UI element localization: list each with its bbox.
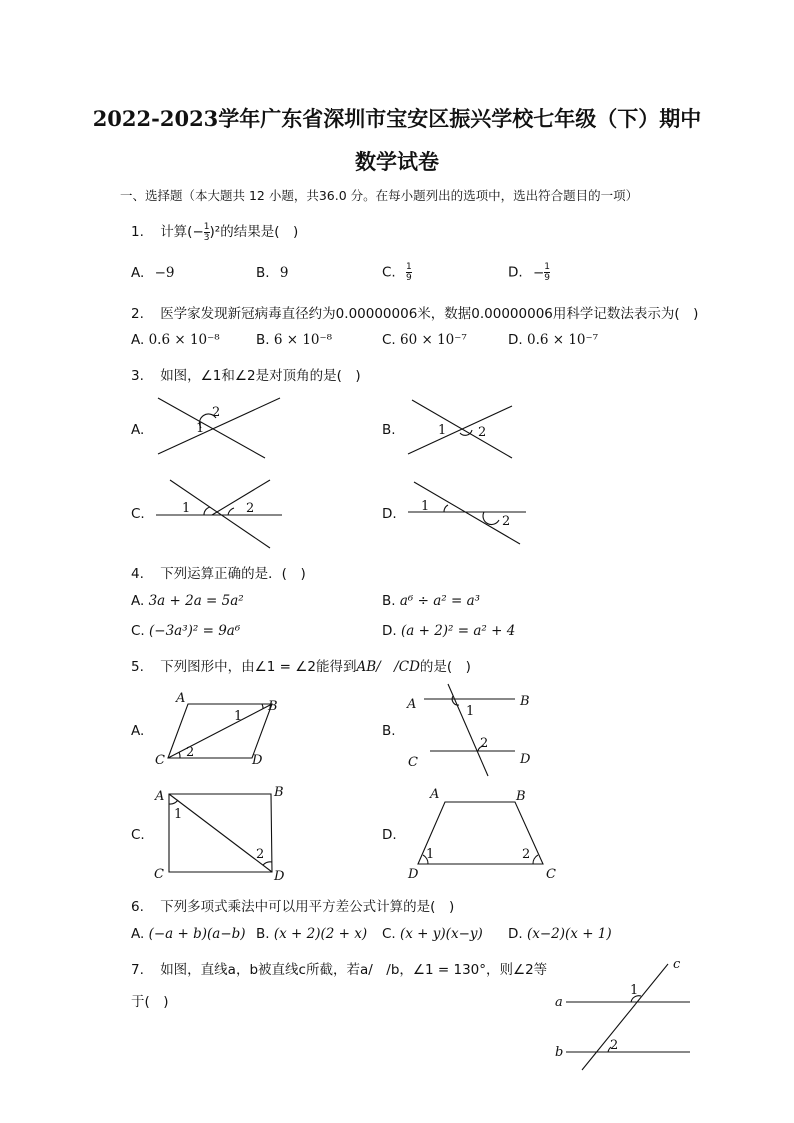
question-6 xyxy=(131,895,454,915)
svg-text:2: 2 xyxy=(480,736,489,751)
svg-text:2: 2 xyxy=(256,847,265,862)
svg-text:A: A xyxy=(407,697,417,712)
exam-title-line2: 数学试卷 xyxy=(355,149,439,174)
q5-figure-c xyxy=(150,784,290,882)
question-number: 3. xyxy=(131,368,144,384)
q3-figure-d xyxy=(404,478,529,548)
svg-text:D: D xyxy=(252,753,263,768)
angle-1-label: 1 xyxy=(182,501,191,516)
svg-text:B: B xyxy=(520,694,530,709)
svg-text:A: A xyxy=(430,787,440,802)
q5-figure-b xyxy=(402,680,540,778)
angle-1-label: 1 xyxy=(196,421,205,436)
q3-option-d-label[interactable]: D. xyxy=(382,506,397,522)
q5-figure-a xyxy=(150,690,290,770)
question-text-post: )²的结果是( ) xyxy=(209,224,299,240)
q5-option-a-label[interactable]: A. xyxy=(131,723,145,739)
q2-option-b[interactable]: B. 6 × 10⁻⁸ xyxy=(256,332,333,348)
angle-1-label: 1 xyxy=(421,499,430,514)
question-number: 6. xyxy=(131,899,144,915)
angle-2-label: 2 xyxy=(246,501,255,516)
q3-option-a-label[interactable]: A. xyxy=(131,422,145,438)
svg-text:D: D xyxy=(274,869,285,882)
question-number: 5. xyxy=(131,659,144,675)
question-number: 4. xyxy=(131,566,144,582)
section-header: 一、选择题（本大题共 12 小题，共36.0 分。在每小题列出的选项中，选出符合题目的一项） xyxy=(120,188,639,203)
svg-text:a: a xyxy=(555,995,563,1010)
svg-text:C: C xyxy=(155,753,165,768)
q3-figure-a xyxy=(150,392,290,464)
svg-text:A: A xyxy=(176,691,186,706)
question-text-pre: 计算(− xyxy=(160,224,204,240)
question-number: 1. xyxy=(131,224,144,240)
svg-text:2: 2 xyxy=(186,745,195,760)
svg-text:C: C xyxy=(408,755,418,770)
fraction-denominator: 3 xyxy=(203,232,210,243)
q2-option-c[interactable]: C. 60 × 10⁻⁷ xyxy=(382,332,467,348)
question-text: 如图，∠1和∠2是对顶角的是( ) xyxy=(160,368,361,384)
q4-option-d[interactable]: D. (a + 2)² = a² + 4 xyxy=(382,623,516,639)
q7-figure xyxy=(548,952,698,1076)
q5-option-c-label[interactable]: C. xyxy=(131,827,145,843)
q3-figure-c xyxy=(152,474,287,550)
question-text-math: AB/ /CD xyxy=(356,659,420,675)
svg-text:1: 1 xyxy=(174,807,183,822)
q2-option-d[interactable]: D. 0.6 × 10⁻⁷ xyxy=(508,332,599,348)
q1-option-a[interactable]: A. −9 xyxy=(131,265,175,281)
q6-option-a[interactable]: A. (−a + b)(a−b) xyxy=(131,926,246,942)
svg-text:1: 1 xyxy=(234,709,243,724)
angle-1-label: 1 xyxy=(438,423,447,438)
svg-text:2: 2 xyxy=(610,1038,619,1053)
q2-option-a[interactable]: A. 0.6 × 10⁻⁸ xyxy=(131,332,220,348)
question-5 xyxy=(131,655,471,675)
q6-option-b[interactable]: B. (x + 2)(2 + x) xyxy=(256,926,368,942)
exam-title-line1: 2022-2023学年广东省深圳市宝安区振兴学校七年级（下）期中 xyxy=(92,106,702,131)
question-7 xyxy=(131,958,547,978)
q4-option-a[interactable]: A. 3a + 2a = 5a² xyxy=(131,593,244,609)
svg-text:C: C xyxy=(546,867,556,882)
q1-option-b[interactable]: B. 9 xyxy=(256,265,289,281)
svg-text:1: 1 xyxy=(466,704,475,719)
svg-text:c: c xyxy=(673,957,681,972)
question-3 xyxy=(131,364,361,384)
question-number: 2. xyxy=(131,306,144,322)
svg-text:D: D xyxy=(520,752,531,767)
question-7-line2: 于( ) xyxy=(131,994,169,1010)
question-text-line1: 如图，直线a，b被直线c所截，若a/ /b，∠1 = 130°，则∠2等 xyxy=(160,962,548,978)
q1-option-d[interactable]: D. − $\frac{1}{9}$ xyxy=(508,262,551,283)
angle-2-label: 2 xyxy=(502,514,511,529)
svg-text:C: C xyxy=(154,867,164,882)
svg-text:b: b xyxy=(555,1045,564,1060)
q5-option-b-label[interactable]: B. xyxy=(382,723,396,739)
svg-text:B: B xyxy=(268,699,278,714)
question-text-post: 的是( ) xyxy=(419,659,471,675)
q4-option-b[interactable]: B. a⁶ ÷ a² = a³ xyxy=(382,593,481,609)
q4-option-c[interactable]: C. (−3a³)² = 9a⁶ xyxy=(131,623,241,639)
q5-option-d-label[interactable]: D. xyxy=(382,827,397,843)
q3-option-c-label[interactable]: C. xyxy=(131,506,145,522)
question-text: 下列多项式乘法中可以用平方差公式计算的是( ) xyxy=(160,899,455,915)
angle-2-label: 2 xyxy=(478,425,487,440)
q6-option-c[interactable]: C. (x + y)(x−y) xyxy=(382,926,483,942)
svg-text:1: 1 xyxy=(426,847,435,862)
question-text: 医学家发现新冠病毒直径约为0.00000006米，数据0.00000006用科学记数法表示为( ) xyxy=(160,306,699,322)
q3-option-b-label[interactable]: B. xyxy=(382,422,396,438)
fraction-numerator: 1 xyxy=(203,221,210,232)
question-text: 下列运算正确的是．( ) xyxy=(160,566,306,582)
svg-text:B: B xyxy=(516,789,526,804)
angle-2-label: 2 xyxy=(212,405,221,420)
svg-text:B: B xyxy=(274,785,284,800)
question-number: 7. xyxy=(131,962,144,978)
question-4 xyxy=(131,562,306,582)
svg-text:A: A xyxy=(155,789,165,804)
q3-figure-b xyxy=(400,394,530,460)
svg-text:D: D xyxy=(408,867,419,882)
q6-option-d[interactable]: D. (x−2)(x + 1) xyxy=(508,926,612,942)
q1-option-c[interactable]: C. $\frac{1}{9}$ xyxy=(382,262,412,283)
q5-figure-d xyxy=(400,784,565,884)
question-text-pre: 下列图形中，由∠1 = ∠2能得到 xyxy=(160,659,357,675)
svg-text:2: 2 xyxy=(522,847,531,862)
question-1 xyxy=(131,220,298,243)
svg-text:1: 1 xyxy=(630,983,639,998)
question-2 xyxy=(131,302,698,322)
